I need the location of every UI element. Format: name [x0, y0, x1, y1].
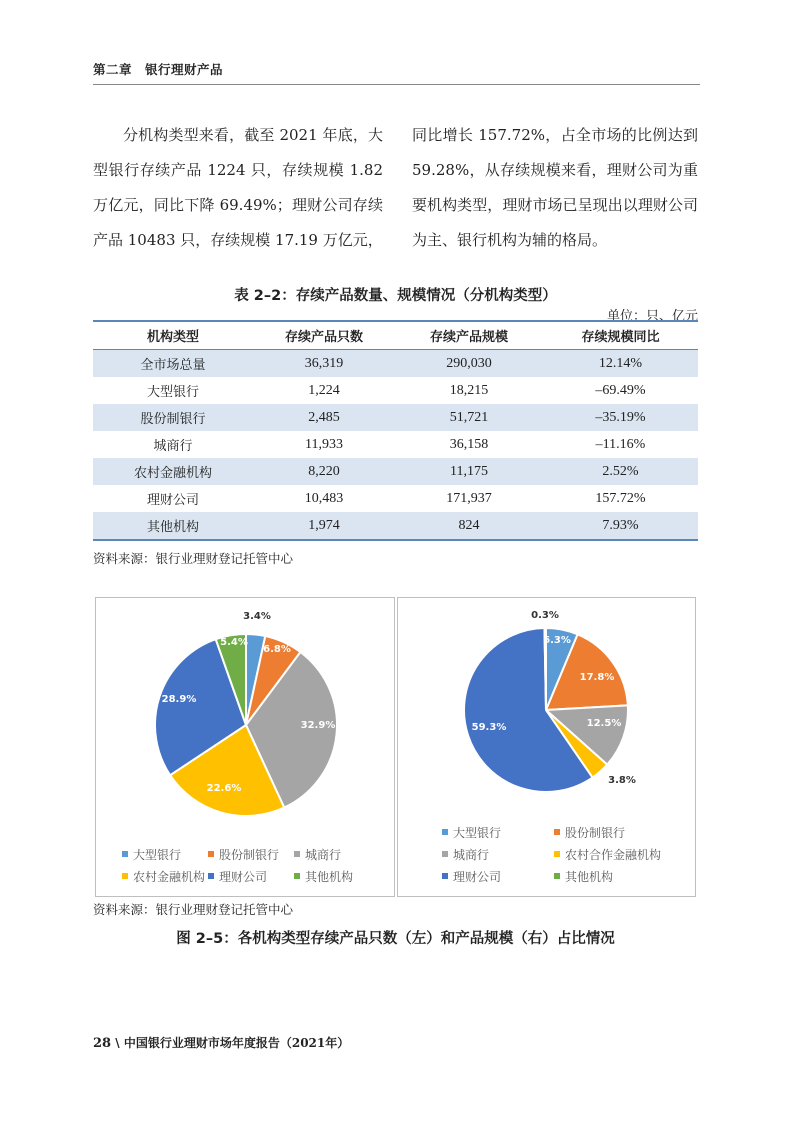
table-row	[93, 350, 698, 378]
pie-data-label: 17.8%	[579, 672, 615, 683]
cell-type: 全市场总量	[93, 350, 253, 378]
pie-data-label: 28.9%	[161, 694, 197, 705]
cell-yoy: –69.49%	[595, 382, 646, 398]
cell-type: 城商行	[153, 439, 193, 454]
table-header-row	[93, 321, 698, 350]
paragraph-left: 分机构类型来看，截至 2021 年底，大型银行存续产品 1224 只，存续规模 1.82 万亿元，同比下降 69.49%；理财公司存续产品 10483 只，存续规模 17.19 万亿元，	[93, 126, 383, 249]
cell-type: 大型银行	[146, 385, 199, 400]
legend-swatch	[442, 873, 448, 879]
legend-item	[122, 846, 181, 863]
legend-swatch	[554, 851, 560, 857]
legend-item	[554, 824, 625, 841]
pie-data-label: 12.5%	[586, 718, 622, 729]
legend-swatch	[442, 851, 448, 857]
cell-count: 11,933	[305, 436, 343, 452]
pie-data-label: 0.3%	[531, 610, 559, 621]
cell-scale: 824	[395, 512, 543, 540]
page-number: 28	[93, 1036, 112, 1051]
legend-item	[294, 868, 353, 885]
cell-count: 1,974	[253, 512, 395, 540]
legend-label: 理财公司	[453, 870, 502, 884]
cell-yoy: 7.93%	[543, 512, 698, 540]
legend-item	[442, 824, 501, 841]
paragraph-right: 同比增长 157.72%，占全市场的比例达到 59.28%，从存续规模来看，理财公司为重要机构类型，理财市场已呈现出以理财公司为主、银行机构为辅的格局。	[412, 126, 698, 249]
cell-yoy: –11.16%	[595, 436, 646, 452]
legend-label: 大型银行	[133, 848, 182, 862]
cell-type: 农村金融机构	[93, 458, 253, 485]
cell-type: 理财公司	[146, 493, 199, 508]
table-title: 表 2–2：存续产品数量、规模情况（分机构类型）	[234, 288, 557, 304]
pie-data-label: 32.9%	[300, 720, 336, 731]
footer-separator: \	[115, 1036, 120, 1050]
legend-swatch	[122, 851, 128, 857]
cell-count: 10,483	[304, 490, 344, 506]
cell-yoy: 12.14%	[543, 350, 698, 378]
cell-yoy: 157.72%	[595, 490, 646, 506]
table-row	[93, 431, 698, 458]
legend-item	[554, 868, 613, 885]
legend-swatch	[554, 829, 560, 835]
legend-swatch	[442, 829, 448, 835]
legend-item	[442, 846, 489, 863]
institution-table	[93, 320, 698, 541]
table-row	[93, 485, 698, 512]
cell-scale: 11,175	[395, 458, 543, 485]
legend-label: 农村合作金融机构	[565, 848, 662, 862]
cell-scale: 171,937	[446, 490, 492, 506]
figure-title: 图 2–5：各机构类型存续产品只数（左）和产品规模（右）占比情况	[176, 931, 615, 947]
table-row	[93, 512, 698, 540]
cell-scale: 290,030	[395, 350, 543, 378]
legend-item	[208, 846, 279, 863]
legend-label: 城商行	[453, 848, 490, 862]
cell-count: 8,220	[253, 458, 395, 485]
legend-item	[294, 846, 341, 863]
cell-yoy: 2.52%	[543, 458, 698, 485]
legend-swatch	[294, 873, 300, 879]
table-row	[93, 377, 698, 404]
cell-yoy: –35.19%	[543, 404, 698, 431]
col-header-scale: 存续产品规模	[395, 321, 543, 350]
legend-label: 理财公司	[219, 870, 268, 884]
legend-swatch	[294, 851, 300, 857]
legend-swatch	[208, 873, 214, 879]
pie-data-label: 6.3%	[543, 635, 571, 646]
col-header-type: 机构类型	[93, 321, 253, 350]
legend-label: 其他机构	[305, 870, 354, 884]
pie-data-label: 3.8%	[608, 775, 636, 786]
legend-label: 股份制银行	[565, 826, 626, 840]
pie-data-label: 3.4%	[243, 611, 271, 622]
report-title: 中国银行业理财市场年度报告（2021年）	[123, 1036, 350, 1050]
cell-count: 1,224	[308, 382, 340, 398]
table-source: 资料来源：银行业理财登记托管中心	[93, 551, 294, 566]
legend-swatch	[122, 873, 128, 879]
cell-scale: 18,215	[449, 382, 489, 398]
legend-swatch	[208, 851, 214, 857]
legend-item	[442, 868, 501, 885]
chapter-header: 第二章 银行理财产品	[93, 62, 224, 77]
legend-item	[208, 868, 267, 885]
cell-type: 其他机构	[93, 512, 253, 540]
cell-count: 2,485	[253, 404, 395, 431]
legend-label: 农村金融机构	[133, 870, 206, 884]
table-row	[93, 458, 698, 485]
cell-scale: 36,158	[449, 436, 489, 452]
legend-swatch	[554, 873, 560, 879]
figure-source: 资料来源：银行业理财登记托管中心	[93, 902, 294, 917]
pie-data-label: 6.8%	[263, 644, 291, 655]
pie-chart-count	[95, 597, 395, 897]
legend-item	[554, 846, 661, 863]
col-header-yoy: 存续规模同比	[543, 321, 698, 350]
cell-type: 股份制银行	[93, 404, 253, 431]
col-header-count: 存续产品只数	[253, 321, 395, 350]
legend-label: 城商行	[305, 848, 342, 862]
pie-data-label: 22.6%	[206, 783, 242, 794]
legend-label: 大型银行	[453, 826, 502, 840]
table-unit: 单位：只、亿元	[606, 309, 698, 324]
legend-label: 股份制银行	[219, 848, 280, 862]
page-footer	[93, 1034, 349, 1051]
cell-count: 36,319	[253, 350, 395, 378]
pie-data-label: 59.3%	[471, 722, 507, 733]
legend-item	[122, 868, 205, 885]
pie-data-label: 5.4%	[220, 637, 248, 648]
table-row	[93, 404, 698, 431]
pie-chart-scale	[397, 597, 696, 897]
header-rule	[93, 84, 700, 85]
legend-label: 其他机构	[565, 870, 614, 884]
cell-scale: 51,721	[395, 404, 543, 431]
